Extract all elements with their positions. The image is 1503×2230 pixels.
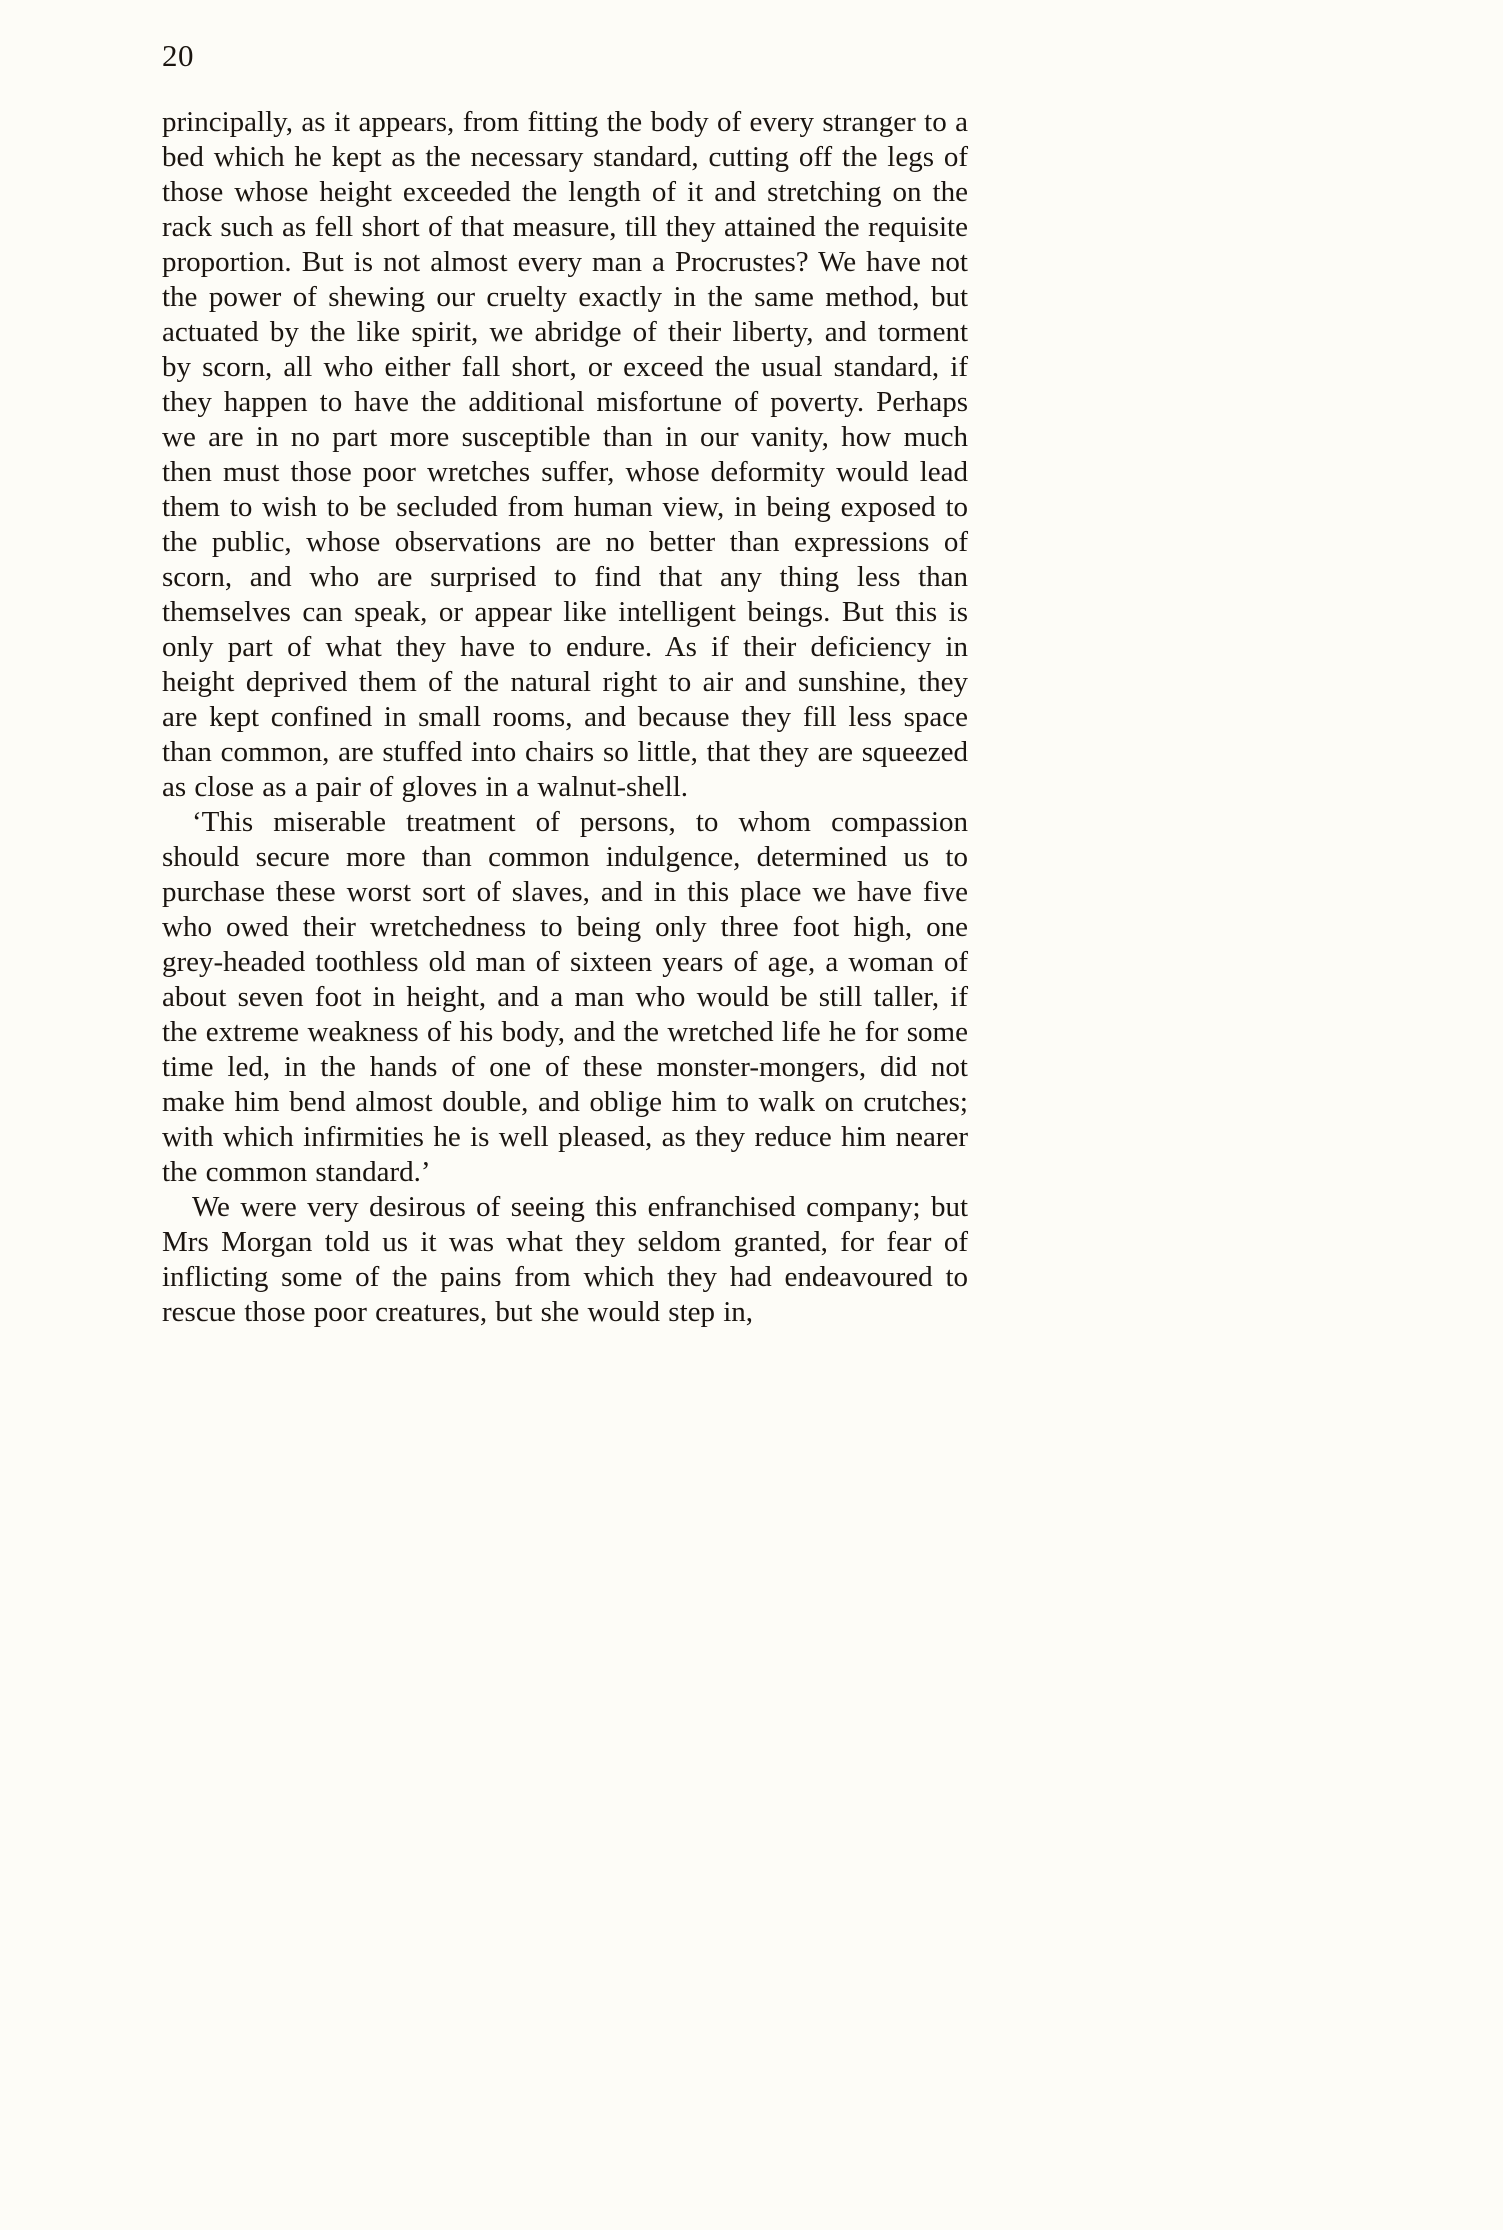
paragraph-continuation: principally, as it appears, from fitting the body of every stranger to a bed which he kept as the necessary standard, cutting off the legs of those whose height exceeded the length of it and stretching on the rack such as fell short of that measure, till they attained the requisite proportion. But is not almost every man a Procrustes? We have not the power of shewing our cruelty exactly in the same method, but actuated by the like spirit, we abridge of their liberty, and torment by scorn, all who either fall short, or exceed the usual standard, if they happen to have the additional misfortune of poverty. Perhaps we are in no part more susceptible than in our vanity, how much then must those poor wretches suffer, whose deformity would lead them to wish to be secluded from human view, in being exposed to the public, whose observations are no better than expressions of scorn, and who are surprised to find that any thing less than themselves can speak, or appear like intelligent beings. But this is only part of what they have to endure. As if their deficiency in height deprived them of the natural right to air and sunshine, they are kept confined in small rooms, and because they fill less space than common, are stuffed into chairs so little, that they are squeezed as close as a pair of gloves in a walnut-shell. <box>162 106 968 803</box>
page-number: 20 <box>162 38 194 73</box>
text-block <box>162 105 968 1330</box>
paragraph-quote: ‘This miserable treatment of persons, to whom compassion should secure more than common indulgence, determined us to purchase these worst sort of slaves, and in this place we have five who owed their wretchedness to being only three foot high, one grey-headed toothless old man of sixteen years of age, a woman of about seven foot in height, and a man who would be still taller, if the extreme weakness of his body, and the wretched life he for some time led, in the hands of one of these monster-mongers, did not make him bend almost double, and oblige him to walk on crutches; with which infirmities he is well pleased, as they reduce him nearer the common standard.’ <box>162 806 968 1188</box>
paragraph-narrative: We were very desirous of seeing this enfranchised company; but Mrs Morgan told us it was what they seldom granted, for fear of inflicting some of the pains from which they had endeavoured to rescue those poor creatures, but she would step in, <box>162 1191 968 1328</box>
